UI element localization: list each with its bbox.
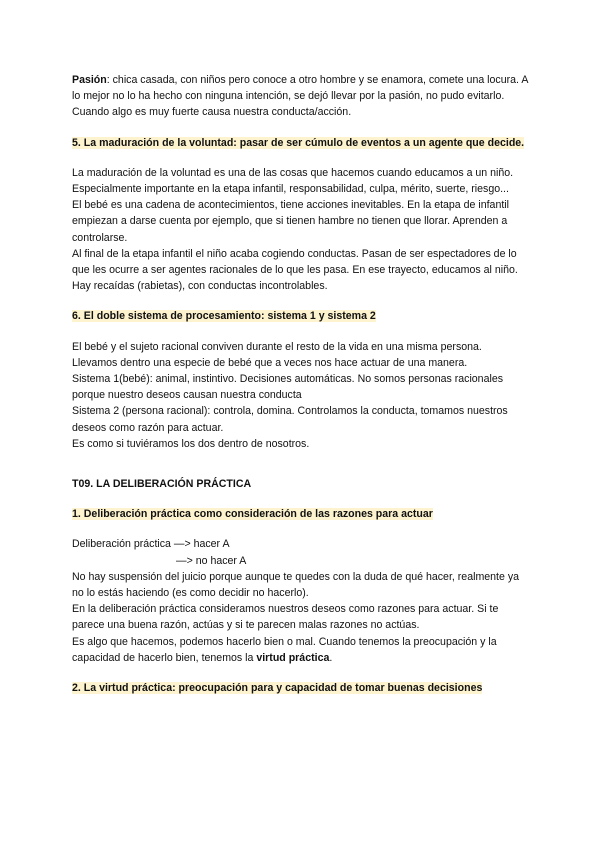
- paragraph: El bebé y el sujeto racional conviven durante el resto de la vida en una misma persona.: [72, 340, 482, 353]
- paragraph: Llevamos dentro una especie de bebé que a veces nos hace actuar de una manera.: [72, 356, 468, 369]
- paragraph: Sistema 1(bebé): animal, instintivo. Decisiones automáticas. No somos personas racionales porque nuestro deseos causan nuestra conducta: [72, 373, 504, 402]
- paragraph: No hay suspensión del juicio porque aunque te quedes con la duda de qué hacer, realmente ya no lo estás haciendo (es como decidir no hacerlo).: [72, 570, 520, 600]
- pasion-definition: : chica casada, con niños pero conoce a otro hombre y se enamora, comete una locura. A lo mejor no lo ha hecho con ninguna intención, se dejó llevar por la pasión, no pudo evitarlo.: [72, 74, 528, 103]
- highlighted-heading-text: 5. La maduración de la voluntad: pasar de ser cúmulo de eventos a un agente que decide.: [72, 136, 525, 149]
- paragraph-virtud: [72, 634, 532, 666]
- virtud-pre: Es algo que hacemos, podemos hacerlo bien o mal. Cuando tenemos la preocupación y la capacidad de hacerlo bien, tenemos la: [72, 635, 497, 664]
- term-virtud-practica: virtud práctica: [256, 651, 330, 664]
- arrow-line-1: Deliberación práctica —> hacer A: [72, 538, 230, 551]
- paragraph: En la deliberación práctica consideramos nuestros deseos como razones para actuar. Si te parece una buena razón, actúas y si te parecen malas razones no actúas.: [72, 603, 499, 632]
- paragraph: Hay recaídas (rabietas), con conductas incontrolables.: [72, 280, 328, 293]
- paragraph: Especialmente importante en la etapa infantil, responsabilidad, culpa, mérito, suerte, riesgo...: [72, 183, 509, 196]
- highlighted-heading-text: 1. Deliberación práctica como consideración de las razones para actuar: [72, 508, 433, 521]
- arrow-line-2: —> no hacer A: [176, 554, 247, 567]
- paragraph: Es como si tuviéramos los dos dentro de nosotros.: [72, 437, 310, 450]
- highlighted-heading-text: 6. El doble sistema de procesamiento: sistema 1 y sistema 2: [72, 310, 376, 323]
- paragraph: La maduración de la voluntad es una de las cosas que hacemos cuando educamos a un niño.: [72, 166, 514, 179]
- virtud-post: .: [329, 651, 333, 664]
- section-heading-1: [72, 506, 532, 522]
- paragraph: Al final de la etapa infantil el niño acaba cogiendo conductas. Pasan de ser espectadores de lo que les ocurre a ser agentes racionales de lo que les pasa. En ese trayecto, educamos al niño.: [72, 247, 518, 277]
- section-heading-2: [72, 680, 532, 696]
- section-heading-5: [72, 135, 532, 151]
- section-heading-6: [72, 308, 532, 324]
- paragraph: Sistema 2 (persona racional): controla, domina. Controlamos la conducta, tomamos nuestros deseos como razón para actuar.: [72, 405, 508, 434]
- document-page: [72, 72, 532, 696]
- topic-title: T09. LA DELIBERACIÓN PRÁCTICA: [72, 478, 252, 491]
- term-pasion: Pasión: [72, 74, 107, 86]
- paragraph: Cuando algo es muy fuerte causa nuestra conducta/acción.: [72, 106, 352, 119]
- highlighted-heading-text: 2. La virtud práctica: preocupación para y capacidad de tomar buenas decisiones: [72, 682, 483, 695]
- paragraph: El bebé es una cadena de acontecimientos, tiene acciones inevitables. En la etapa de infantil empiezan a darse cuenta por ejemplo, que si tienen hambre no tienen que llorar. Aprenden a controlarse.: [72, 199, 509, 244]
- paragraph-pasion: [72, 72, 532, 104]
